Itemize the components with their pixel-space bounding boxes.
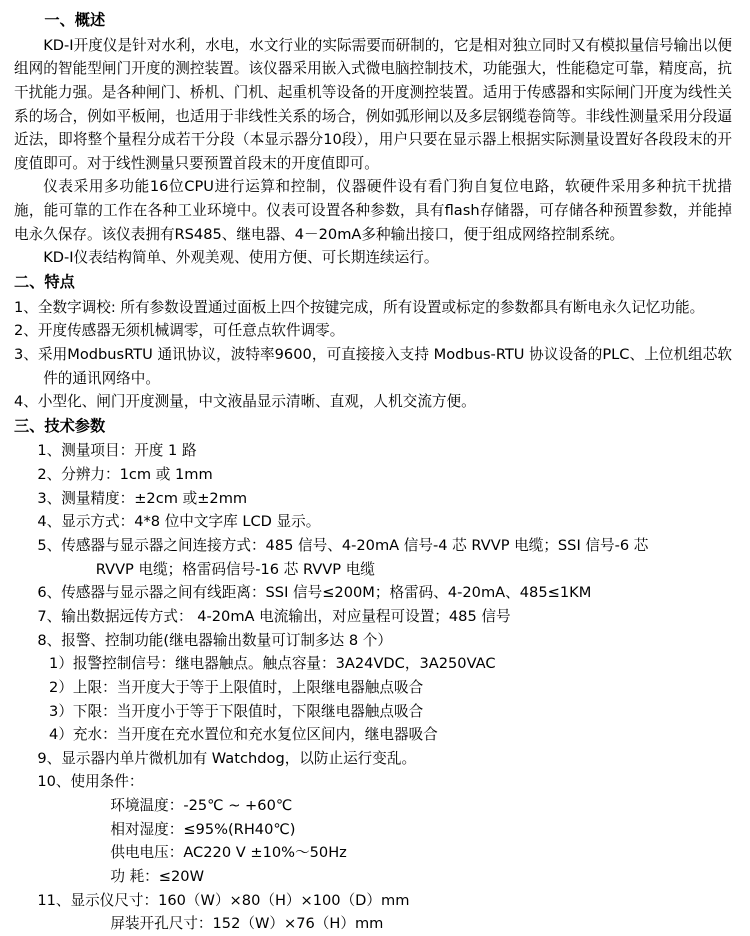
overview-paragraph-1: KD-I开度仪是针对水利，水电，水文行业的实际需要而研制的，它是相对独立同时又有模拟量信号输出以便组网的智能型闸门开度的测控装置。该仪器采用嵌入式微电脑控制技术，功能强大，性能稳定可靠，精度高，抗干扰能力强。是各种闸门、桥机、门机、起重机等设备的开度测控装置。适用于传感器和实际闸门开度为线性关系的场合，例如平板闸，也适用于非线性关系的场合，例如弧形闸以及多层钢缆卷筒等。非线性测量采用分段逼近法，即将整个量程分成若干分段（本显示器分10段），用户只要在显示器上根据实际测量设置好各段段末的开度值即可。对于线性测量只要预置首段末的开度值即可。 (14, 36, 732, 172)
spec-item-8 (23, 629, 732, 653)
spec-item-10 (23, 770, 732, 794)
spec-item-9-text: 显示器内单片微机加有 Watchdog，以防止运行变乱。 (61, 749, 417, 767)
alarm-subitem-1: 1）报警控制信号：继电器触点。触点容量：3A24VDC，3A250VAC (49, 655, 496, 673)
spec-item-7 (23, 605, 732, 629)
spec-item-5 (23, 534, 732, 558)
spec-item-2-text: 分辨力：1cm 或 1mm (61, 466, 213, 484)
overview-paragraph-2: 仪表采用多功能16位CPU进行运算和控制，仪器硬件设有看门狗自复位电路，软硬件采用多种抗干扰措施，能可靠的工作在各种工业环境中。仪表可设置各种参数，具有flash存储器，可存储各种预置参数，并能掉电永久保存。该仪表拥有RS485、继电器、4－20mA多种输出接口，便于组成网络控制系统。 (14, 178, 732, 243)
spec-item-4 (23, 510, 732, 534)
section-heading-specs: 三、技术参数 (14, 416, 106, 435)
spec-item-4-text: 显示方式：4*8 位中文字库 LCD 显示。 (61, 513, 321, 531)
section-heading-overview: 一、概述 (44, 11, 106, 29)
spec-item-9 (23, 747, 732, 771)
spec-item-5-continuation: RVVP 电缆；格雷码信号-16 芯 RVVP 电缆 (95, 560, 375, 578)
alarm-subitem-3: 3）下限：当开度小于等于下限值时，下限继电器触点吸合 (49, 702, 424, 720)
spec-item-2 (23, 463, 732, 487)
spec-item-1-num: 1、 (37, 442, 62, 460)
spec-item-10-num: 10、 (37, 773, 71, 791)
feature-item-2: 2、开度传感器无须机械调零，可任意点软件调零。 (14, 322, 345, 340)
condition-power: 功 耗：≤20W (110, 868, 205, 886)
spec-item-10-text: 使用条件： (70, 773, 144, 791)
spec-item-5-text: 传感器与显示器之间连接方式：485 信号、4-20mA 信号-4 芯 RVVP 电缆；SSI 信号-6 芯 (61, 537, 649, 555)
feature-item-3: 3、采用ModbusRTU 通讯协议，波特率9600，可直接接入支持 Modbus-RTU 协议设备的PLC、上位机组芯软件的通讯网络中。 (14, 345, 732, 387)
spec-item-3-text: 测量精度：±2cm 或±2mm (61, 489, 248, 507)
spec-item-6 (23, 581, 732, 605)
alarm-subitem-4: 4）充水：当开度在充水置位和充水复位区间内，继电器吸合 (49, 726, 438, 744)
spec-item-11 (23, 889, 732, 913)
spec-item-6-text: 传感器与显示器之间有线距离：SSI 信号≤200M；格雷码、4-20mA、485≤1KM (61, 584, 592, 602)
spec-item-1-text: 测量项目：开度 1 路 (61, 442, 197, 460)
spec-item-11-text: 显示仪尺寸：160（W）×80（H）×100（D）mm (70, 891, 410, 909)
panel-cutout-size: 屏装开孔尺寸：152（W）×76（H）mm (110, 915, 384, 933)
spec-item-4-num: 4、 (37, 513, 62, 531)
spec-item-8-num: 8、 (37, 631, 62, 649)
spec-item-3 (23, 487, 732, 511)
spec-item-11-num: 11、 (37, 891, 71, 909)
condition-temperature: 环境温度：-25℃ ~ +60℃ (110, 797, 293, 815)
spec-item-6-num: 6、 (37, 584, 62, 602)
spec-item-7-num: 7、 (37, 607, 62, 625)
spec-item-7-text: 输出数据远传方式： 4-20mA 电流输出，对应量程可设置；485 信号 (61, 607, 511, 625)
spec-item-9-num: 9、 (37, 749, 62, 767)
feature-item-1: 1、全数字调校: 所有参数设置通过面板上四个按键完成，所有设置或标定的参数都具有断电永久记忆功能。 (14, 298, 705, 316)
spec-item-1 (23, 439, 732, 463)
condition-voltage: 供电电压：AC220 V ±10%～50Hz (110, 844, 347, 862)
section-heading-features: 二、特点 (14, 273, 75, 292)
spec-item-8-text: 报警、控制功能(继电器输出数量可订制多达 8 个） (61, 631, 392, 649)
alarm-subitem-2: 2）上限：当开度大于等于上限值时，上限继电器触点吸合 (49, 678, 424, 696)
overview-paragraph-3: KD-I仪表结构简单、外观美观、使用方便、可长期连续运行。 (43, 249, 439, 267)
spec-item-2-num: 2、 (37, 466, 62, 484)
condition-humidity: 相对湿度：≤95%(RH40℃) (110, 820, 296, 838)
spec-item-5-num: 5、 (37, 537, 62, 555)
spec-item-3-num: 3、 (37, 489, 62, 507)
feature-item-4: 4、小型化、闸门开度测量，中文液晶显示清晰、直观，人机交流方便。 (14, 393, 476, 411)
